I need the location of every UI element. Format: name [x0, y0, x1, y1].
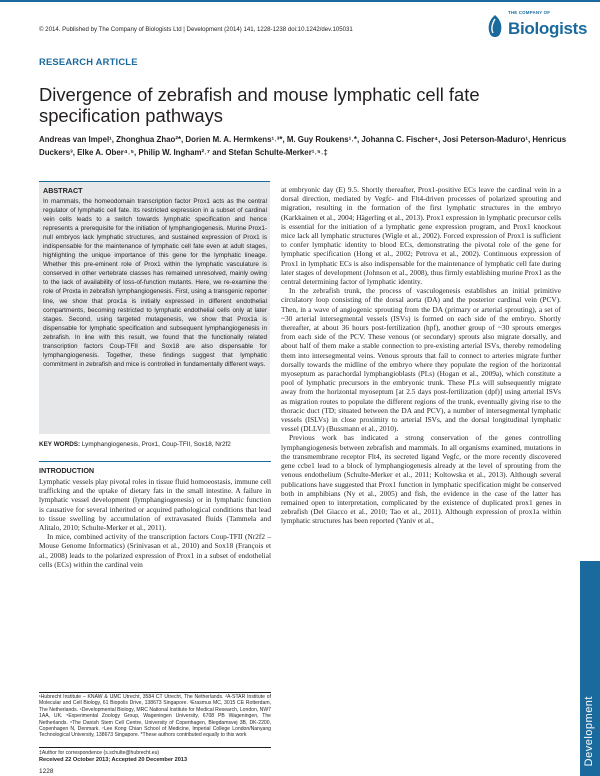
logo-big-text: Biologists: [508, 19, 588, 38]
paragraph: at embryonic day (E) 9.5. Shortly thereafter, Prox1-positive ECs leave the cardinal vein in a dorsal direction, mediated by Vegfc- and Flt4-driven processes of polarized sprouting and migration, resulting in the formation of the first lymphatic structures in the embryo (Karkkainen et al., 2004; Hägerling et al., 2013). Prox1 expression in lymphatic precursor cells is essential for the initiation of a lymphatic gene expression program, and Prox1 knockout mice lack all lymphatic structures (Wigle et al., 2002). Forced expression of Prox1 is sufficient to confer lymphatic identity to blood ECs, demonstrating the pivotal role of the gene for lymphatic specification (Hong et al., 2002; Petrova et al., 2002). Continuous expression of Prox1 in lymphatic ECs is also indispensable for the maintenance of lymphatic cell fate during later stages of development (Johnson et al., 2008), thus firmly establishing murine Prox1 as the central determining factor of lymphatic identity.: [281, 185, 561, 287]
paragraph: In the zebrafish trunk, the process of vasculogenesis establishes an initial primitive circulatory loop consisting of the dorsal aorta (DA) and the posterior cardinal vein (PCV). Then, in a wave of angiogenic sprouting from the DA (primary or arterial sprouting), a set of ~30 arterial intersegmental vessels (ISVs) is formed on each side of the embryo. Shortly thereafter, at about 36 hours post-fertilization (hpf), another group of ~30 sprouts emerges from each side of the PCV. These venous (or secondary) sprouts also migrate dorsally, and about half of them make a stable connection to pre-existing arterial ISVs, thereby remodeling them into intersegmental veins. Venous sprouts that fail to connect to arteries migrate further dorsally towards the midline of the embryo where they populate the region of the horizontal myoseptum as parachordal lymphangioblasts (PLs) (Hogan et al., 2009a), which constitute a pool of lymphatic precursors in the embryonic trunk. These PLs will subsequently migrate away from the horizontal myoseptum [at 2.5 days post-fertilization (dpf)] using arterial ISVs as migration routes to populate the different regions of the trunk, eventually giving rise to the thoracic duct (TD; situated between the DA and PCV), a number of intersegmental lymphatic vessels (ISLVs) in close proximity to arterial ISVs, and the dorsal longitudinal lymphatic vessel (DLLV) (Bussmann et al., 2010).: [281, 286, 561, 434]
journal-side-tab: [580, 561, 600, 776]
footnote-divider: [39, 747, 271, 748]
abstract-heading: ABSTRACT: [43, 186, 83, 195]
keywords-label: KEY WORDS:: [39, 441, 81, 448]
copyright-line: © 2014. Published by The Company of Biologists Ltd | Development (2014) 141, 1228-1238 doi:10.1242/dev.105031: [39, 26, 353, 33]
section-label: RESEARCH ARTICLE: [39, 56, 138, 67]
top-rule: [0, 0, 600, 2]
received-dates: Received 22 October 2013; Accepted 20 December 2013: [39, 757, 188, 763]
introduction-text: [39, 477, 271, 569]
article-title: Divergence of zebrafish and mouse lymphatic cell fate specification pathways: [39, 84, 480, 126]
abstract-text: In mammals, the homeodomain transcription factor Prox1 acts as the central regulator of lymphatic cell fate. Its restricted expression in a subset of cardinal vein cells leads to a switch towards lymphatic specification and hence represents a prerequisite for the initiation of lymphangiogenesis. Murine Prox1-null embryos lack lymphatic structures, and sustained expression of Prox1 is indispensable for the maintenance of lymphatic cell fate even at adult stages, highlighting the unique importance of this gene for the lymphatic lineage. Whether this pre-eminent role of Prox1 within the lymphatic vasculature is conserved in other vertebrate classes has remained unresolved, mainly owing to the lack of availability of loss-of-function mutants. Here, we re-examine the role of Proxta in zebrafish lymphangiogenesis. First, using a transgenic reporter line, we show that prox1a is initially expressed in different endothelial compartments, becoming restricted to lymphatic endothelial cells only at later stages. Second, using targeted mutagenesis, we show that Prox1a is dispensable for lymphatic specification and subsequent lymphangiogenesis in zebrafish. In line with this result, we found that the functionally related transcription factors Coup-TFII and Sox18 are also dispensable for lymphangiogenesis. Together, these findings suggest that lymphatic commitment in zebrafish and mice is controlled in fundamentally different ways.: [43, 198, 267, 368]
introduction-heading: INTRODUCTION: [39, 466, 95, 475]
correspondence: ‡Author for correspondence (s.schulte@hubrecht.eu): [39, 750, 160, 756]
keywords-text: Lymphangiogenesis, Prox1, Coup-TFII, Sox18, Nr2f2: [80, 441, 231, 448]
paragraph: In mice, combined activity of the transcription factors Coup-TFII (Nr2f2 – Mouse Genome Informatics) (Srinivasan et al., 2010) and Sox18 (François et al., 2008) leads to the polarized expression of Prox1 in a subset of endothelial cells (ECs) within the cardinal vein: [39, 532, 271, 569]
author-list: Andreas van Impel¹, Zhonghua Zhao²*, Dorien M. A. Hermkens¹˒³*, M. Guy Roukens¹˒*, Johanna C. Fischer⁴, Josi Peterson-Maduro¹, Henricus Duckers³, Elke A. Ober⁴˒⁵, Philip W. Ingham²˒⁷ and Stefan Schulte-Merker¹˒⁵˒‡: [39, 135, 567, 157]
publisher-logo: [484, 8, 588, 44]
abstract-box: [39, 181, 270, 434]
side-tab-label: Development: [583, 695, 595, 766]
biologists-logo-icon: [484, 14, 506, 40]
right-column-text: [281, 185, 561, 526]
section-divider: [39, 461, 271, 462]
keywords: [39, 441, 271, 449]
footnote-divider: [39, 692, 271, 693]
logo-small-text: THE COMPANY OF: [508, 10, 551, 15]
paragraph: Previous work has indicated a strong conservation of the genes controlling lymphangiogenesis between zebrafish and mammals. In all organisms examined, mutations in the transmembrane receptor Flt4, its secreted ligand Vegfc, or the more recently discovered gene ccbe1 lead to a block of lymphangiogenesis already at the level of sprouting from the venous endothelium (Schulte-Merker et al., 2011; Koltowska et al., 2013). Although several publications have suggested that Prox1 function in lymphatic specification might be conserved both in amphibians (Ny et al., 2005) and fish, the evidence in the case of the latter has remained open to interpretation, complicated by the existence of duplicated prox1 genes in zebrafish (Del Giacco et al., 2010; Tao et al., 2011). Although expression of prox1a within lymphatic structures has been reported (Yaniv et al.,: [281, 433, 561, 526]
page-number: 1228: [39, 768, 54, 775]
affiliations: ¹Hubrecht Institute – KNAW & UMC Utrecht, 3584 CT Utrecht, The Netherlands. ²A-STAR Institute of Molecular and Cell Biology, 61 Biopolis Drive, 138673 Singapore. ³Erasmus MC, 3015 CE Rotterdam, The Netherlands. ⁴Developmental Biology, MRC National Institute for Medical Research, London, NW7 1AA, UK. ⁵Experimental Zoology Group, Wageningen University, 6708 PB Wageningen, The Netherlands. ⁶The Danish Stem Cell Centre, University of Copenhagen, Blegdamsvej 3B, DK-2200, Copenhagen N, Denmark. ⁷Lee Kong Chian School of Medicine, Imperial College London/Nanyang Technological University, 138673 Singapore. *These authors contributed equally to this work: [39, 694, 271, 739]
paragraph: Lymphatic vessels play pivotal roles in tissue fluid homoeostasis, immune cell trafficking and the uptake of dietary fats in the small intestine. A failure in lymphatic vessel development (lymphangiogenesis) or in lymphatic function is causative for several inherited or acquired pathological conditions that lead to tissue swelling by accumulation of extravasated fluids (Tammela and Alitalo, 2010; Schulte-Merker et al., 2011).: [39, 477, 271, 533]
